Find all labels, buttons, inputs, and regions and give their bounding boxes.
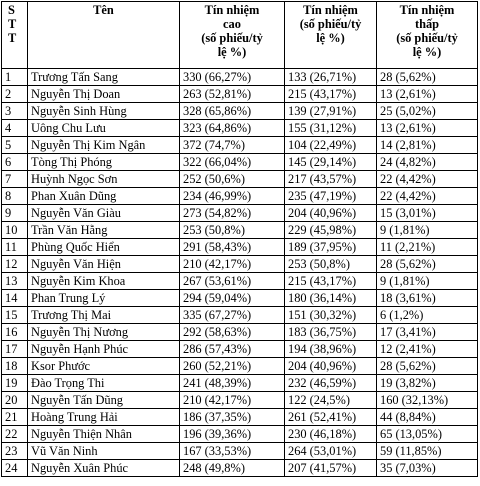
row-name-cell: Đào Trọng Thi xyxy=(28,375,180,392)
row-high-confidence-cell: 328 (65,86%) xyxy=(180,103,285,120)
row-confidence-cell: 122 (24,5%) xyxy=(285,392,377,409)
row-high-confidence-cell: 186 (37,35%) xyxy=(180,409,285,426)
row-name-cell: Uông Chu Lưu xyxy=(28,120,180,137)
row-confidence-cell: 261 (52,41%) xyxy=(285,409,377,426)
row-confidence-cell: 229 (45,98%) xyxy=(285,222,377,239)
row-confidence-cell: 253 (50,8%) xyxy=(285,256,377,273)
table-row xyxy=(2,426,478,443)
row-stt-cell: 12 xyxy=(2,256,28,273)
row-confidence-cell: 215 (43,17%) xyxy=(285,86,377,103)
row-high-confidence-cell: 253 (50,8%) xyxy=(180,222,285,239)
row-name-cell: Nguyễn Thiện Nhân xyxy=(28,426,180,443)
row-high-confidence-cell: 248 (49,8%) xyxy=(180,460,285,477)
row-stt-cell: 11 xyxy=(2,239,28,256)
row-name-cell: Phan Trung Lý xyxy=(28,290,180,307)
table-header xyxy=(2,2,478,69)
row-confidence-cell: 194 (38,96%) xyxy=(285,341,377,358)
row-low-confidence-cell: 17 (3,41%) xyxy=(377,324,478,341)
table-row xyxy=(2,205,478,222)
table-row xyxy=(2,460,478,477)
row-confidence-cell: 155 (31,12%) xyxy=(285,120,377,137)
row-stt-cell: 9 xyxy=(2,205,28,222)
row-name-cell: Vũ Văn Ninh xyxy=(28,443,180,460)
header-low-line: lệ %) xyxy=(412,45,442,59)
row-high-confidence-cell: 210 (42,17%) xyxy=(180,256,285,273)
header-low-line: (số phiếu/tỷ xyxy=(396,31,458,45)
row-low-confidence-cell: 160 (32,13%) xyxy=(377,392,478,409)
row-high-confidence-cell: 234 (46,99%) xyxy=(180,188,285,205)
row-low-confidence-cell: 28 (5,62%) xyxy=(377,358,478,375)
row-low-confidence-cell: 59 (11,85%) xyxy=(377,443,478,460)
row-confidence-cell: 183 (36,75%) xyxy=(285,324,377,341)
header-high-line: (số phiếu/tỷ xyxy=(201,31,263,45)
row-name-cell: Phùng Quốc Hiển xyxy=(28,239,180,256)
table-row xyxy=(2,120,478,137)
row-high-confidence-cell: 241 (48,39%) xyxy=(180,375,285,392)
row-high-confidence-cell: 167 (33,53%) xyxy=(180,443,285,460)
header-stt-line: T xyxy=(8,17,17,31)
row-low-confidence-cell: 25 (5,02%) xyxy=(377,103,478,120)
row-confidence-cell: 139 (27,91%) xyxy=(285,103,377,120)
row-confidence-cell: 145 (29,14%) xyxy=(285,154,377,171)
row-confidence-cell: 230 (46,18%) xyxy=(285,426,377,443)
header-confidence xyxy=(285,2,377,69)
header-mid-line: (số phiếu/tỷ xyxy=(299,17,362,31)
header-high-confidence xyxy=(180,2,285,69)
row-name-cell: Tòng Thị Phóng xyxy=(28,154,180,171)
table-row xyxy=(2,409,478,426)
row-name-cell: Trương Thị Mai xyxy=(28,307,180,324)
row-stt-cell: 15 xyxy=(2,307,28,324)
row-confidence-cell: 235 (47,19%) xyxy=(285,188,377,205)
row-high-confidence-cell: 210 (42,17%) xyxy=(180,392,285,409)
table-row xyxy=(2,392,478,409)
row-low-confidence-cell: 22 (4,42%) xyxy=(377,171,478,188)
row-high-confidence-cell: 330 (66,27%) xyxy=(180,69,285,86)
row-stt-cell: 17 xyxy=(2,341,28,358)
row-name-cell: Nguyễn Xuân Phúc xyxy=(28,460,180,477)
row-low-confidence-cell: 28 (5,62%) xyxy=(377,256,478,273)
table-row xyxy=(2,358,478,375)
header-stt-line: S xyxy=(8,3,15,17)
header-stt xyxy=(2,2,28,69)
row-name-cell: Huỳnh Ngọc Sơn xyxy=(28,171,180,188)
confidence-vote-table xyxy=(1,1,478,477)
row-high-confidence-cell: 335 (67,27%) xyxy=(180,307,285,324)
header-name xyxy=(28,2,180,69)
header-name-text: Tên xyxy=(93,3,114,17)
row-name-cell: Nguyễn Hạnh Phúc xyxy=(28,341,180,358)
row-low-confidence-cell: 18 (3,61%) xyxy=(377,290,478,307)
table-row xyxy=(2,341,478,358)
row-low-confidence-cell: 15 (3,01%) xyxy=(377,205,478,222)
header-low-confidence xyxy=(377,2,478,69)
table-row xyxy=(2,443,478,460)
header-low-line: thấp xyxy=(414,17,440,31)
row-confidence-cell: 207 (41,57%) xyxy=(285,460,377,477)
row-low-confidence-cell: 9 (1,81%) xyxy=(377,222,478,239)
row-confidence-cell: 264 (53,01%) xyxy=(285,443,377,460)
row-name-cell: Nguyễn Tấn Dũng xyxy=(28,392,180,409)
row-low-confidence-cell: 11 (2,21%) xyxy=(377,239,478,256)
table-row xyxy=(2,86,478,103)
row-high-confidence-cell: 260 (52,21%) xyxy=(180,358,285,375)
row-high-confidence-cell: 196 (39,36%) xyxy=(180,426,285,443)
row-low-confidence-cell: 35 (7,03%) xyxy=(377,460,478,477)
row-confidence-cell: 215 (43,17%) xyxy=(285,273,377,290)
row-confidence-cell: 180 (36,14%) xyxy=(285,290,377,307)
table-row xyxy=(2,222,478,239)
row-high-confidence-cell: 273 (54,82%) xyxy=(180,205,285,222)
row-confidence-cell: 104 (22,49%) xyxy=(285,137,377,154)
row-name-cell: Nguyễn Văn Giàu xyxy=(28,205,180,222)
row-low-confidence-cell: 6 (1,2%) xyxy=(377,307,478,324)
row-low-confidence-cell: 19 (3,82%) xyxy=(377,375,478,392)
header-high-line: lệ %) xyxy=(217,45,247,59)
row-stt-cell: 14 xyxy=(2,290,28,307)
table-row xyxy=(2,188,478,205)
row-stt-cell: 2 xyxy=(2,86,28,103)
row-stt-cell: 22 xyxy=(2,426,28,443)
row-low-confidence-cell: 65 (13,05%) xyxy=(377,426,478,443)
row-stt-cell: 10 xyxy=(2,222,28,239)
header-mid-line: Tín nhiệm xyxy=(303,3,358,17)
row-stt-cell: 5 xyxy=(2,137,28,154)
table-row xyxy=(2,137,478,154)
table-row xyxy=(2,290,478,307)
row-low-confidence-cell: 24 (4,82%) xyxy=(377,154,478,171)
row-high-confidence-cell: 292 (58,63%) xyxy=(180,324,285,341)
row-stt-cell: 20 xyxy=(2,392,28,409)
row-high-confidence-cell: 267 (53,61%) xyxy=(180,273,285,290)
row-high-confidence-cell: 323 (64,86%) xyxy=(180,120,285,137)
row-stt-cell: 21 xyxy=(2,409,28,426)
header-low-line: Tín nhiệm xyxy=(399,3,455,17)
row-high-confidence-cell: 294 (59,04%) xyxy=(180,290,285,307)
row-name-cell: Nguyễn Thị Nương xyxy=(28,324,180,341)
row-confidence-cell: 133 (26,71%) xyxy=(285,69,377,86)
row-low-confidence-cell: 22 (4,42%) xyxy=(377,188,478,205)
row-low-confidence-cell: 44 (8,84%) xyxy=(377,409,478,426)
row-confidence-cell: 217 (43,57%) xyxy=(285,171,377,188)
row-stt-cell: 23 xyxy=(2,443,28,460)
row-confidence-cell: 204 (40,96%) xyxy=(285,205,377,222)
row-stt-cell: 16 xyxy=(2,324,28,341)
row-confidence-cell: 232 (46,59%) xyxy=(285,375,377,392)
table-row xyxy=(2,171,478,188)
row-confidence-cell: 151 (30,32%) xyxy=(285,307,377,324)
table-row xyxy=(2,375,478,392)
row-high-confidence-cell: 291 (58,43%) xyxy=(180,239,285,256)
row-high-confidence-cell: 286 (57,43%) xyxy=(180,341,285,358)
row-low-confidence-cell: 9 (1,81%) xyxy=(377,273,478,290)
row-stt-cell: 13 xyxy=(2,273,28,290)
row-stt-cell: 1 xyxy=(2,69,28,86)
table-body xyxy=(2,69,478,477)
row-name-cell: Trần Văn Hằng xyxy=(28,222,180,239)
row-name-cell: Nguyễn Kim Khoa xyxy=(28,273,180,290)
row-name-cell: Ksor Phước xyxy=(28,358,180,375)
row-low-confidence-cell: 13 (2,61%) xyxy=(377,86,478,103)
row-name-cell: Nguyễn Thị Doan xyxy=(28,86,180,103)
row-confidence-cell: 204 (40,96%) xyxy=(285,358,377,375)
header-mid-line: lệ %) xyxy=(316,31,345,45)
row-high-confidence-cell: 252 (50,6%) xyxy=(180,171,285,188)
table-row xyxy=(2,256,478,273)
table-row xyxy=(2,239,478,256)
row-stt-cell: 3 xyxy=(2,103,28,120)
table-row xyxy=(2,103,478,120)
table-row xyxy=(2,307,478,324)
table-row xyxy=(2,154,478,171)
row-stt-cell: 4 xyxy=(2,120,28,137)
header-high-line: Tín nhiệm xyxy=(204,3,260,17)
header-high-line: cao xyxy=(223,17,241,31)
row-name-cell: Hoàng Trung Hải xyxy=(28,409,180,426)
table-row xyxy=(2,69,478,86)
row-stt-cell: 8 xyxy=(2,188,28,205)
table-row xyxy=(2,324,478,341)
header-stt-line: T xyxy=(8,31,17,45)
row-high-confidence-cell: 322 (66,04%) xyxy=(180,154,285,171)
row-high-confidence-cell: 372 (74,7%) xyxy=(180,137,285,154)
row-high-confidence-cell: 263 (52,81%) xyxy=(180,86,285,103)
row-name-cell: Nguyễn Thị Kim Ngân xyxy=(28,137,180,154)
row-name-cell: Trương Tấn Sang xyxy=(28,69,180,86)
table-row xyxy=(2,273,478,290)
row-stt-cell: 7 xyxy=(2,171,28,188)
row-low-confidence-cell: 28 (5,62%) xyxy=(377,69,478,86)
row-name-cell: Phan Xuân Dũng xyxy=(28,188,180,205)
row-stt-cell: 18 xyxy=(2,358,28,375)
header-row xyxy=(2,2,478,69)
row-low-confidence-cell: 13 (2,61%) xyxy=(377,120,478,137)
row-confidence-cell: 189 (37,95%) xyxy=(285,239,377,256)
row-stt-cell: 6 xyxy=(2,154,28,171)
row-name-cell: Nguyễn Sinh Hùng xyxy=(28,103,180,120)
row-name-cell: Nguyễn Văn Hiện xyxy=(28,256,180,273)
row-low-confidence-cell: 14 (2,81%) xyxy=(377,137,478,154)
row-stt-cell: 19 xyxy=(2,375,28,392)
row-low-confidence-cell: 12 (2,41%) xyxy=(377,341,478,358)
row-stt-cell: 24 xyxy=(2,460,28,477)
